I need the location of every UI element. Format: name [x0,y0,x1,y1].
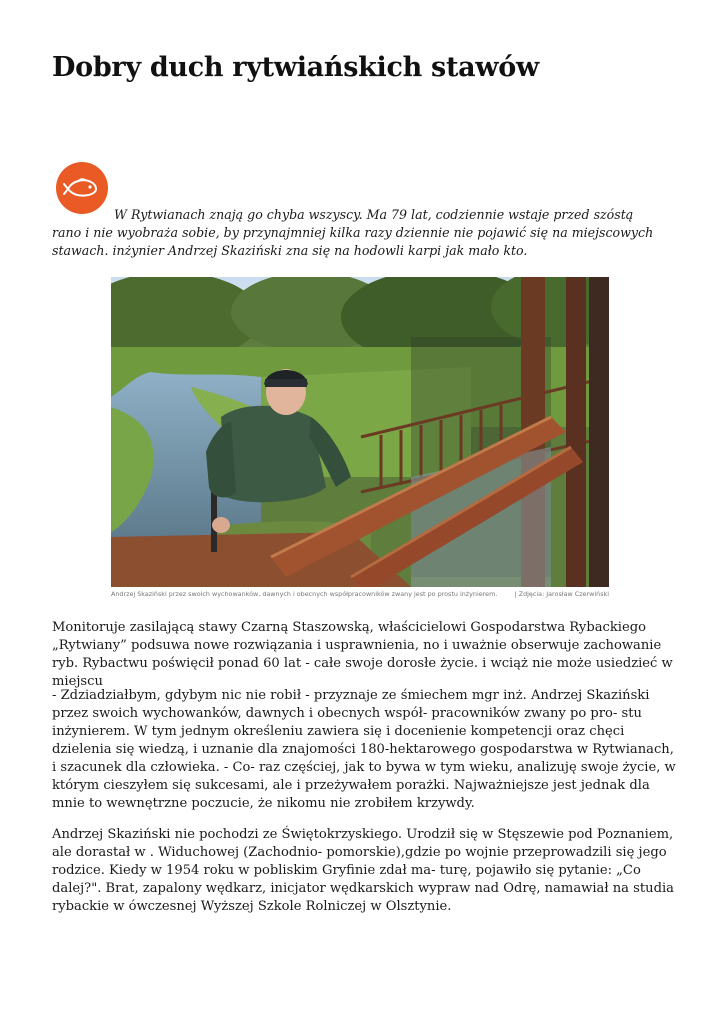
photo-caption-text: Andrzej Skaziński przez swoich wychowanków, dawnych i obecnych współpracowników zwany jest po prostu inżynierem. [111,590,498,598]
article-paragraph: - Zdziadziałbym, gdybym nic nie robił - przyznaje ze śmiechem mgr inż. Andrzej Skaziński przez swoich wychowanków, dawnych i obecnych współ- pracowników zwany po pro- stu inżynierem. W tym jednym określeniu zawiera się i docenienie kompetencji oraz chęci dzielenia się wiedzą, i uznanie dla znajomości 180-hektarowego gospodarstwa w Rytwianach, i szacunek dla człowieka. - Co- raz częściej, jak to bywa w tym wieku, analizuję swoje życie, w którym cieszyłem się sukcesami, ale i przeżywałem porażki. Najważniejsze jest jednak dla mnie to wewnętrzne poczucie, że nikomu nie zrobiłem krzywdy. [52,688,676,811]
article-paragraph: Monitoruje zasilającą stawy Czarną Staszowską, właścicielowi Gospodarstwa Rybackiego „Rytwiany” podsuwa nowe rozwiązania i usprawnienia, no i uważnie obserwuje zachowanie ryb. Rybactwu poświęcił ponad 60 lat - całe swoje dorosłe życie. i wciąż nie może usiedzieć w miejscu [52,620,673,689]
photo-caption [111,590,609,598]
article-lead [52,206,662,260]
photo-credit: | Zdjęcia: Jarosław Czerwiński [514,590,609,598]
article-paragraph: Andrzej Skaziński nie pochodzi ze Świętokrzyskiego. Urodził się w Stęszewie pod Poznaniem, ale dorastał w . Widuchowej (Zachodnio- pomorskie),gdzie po wojnie przeprowadzili się jego rodzice. Kiedy w 1954 roku w pobliskim Gryfinie zdał ma- turę, pojawiło się pytanie: „Co dalej?". Brat, zapalony wędkarz, inicjator wędkarskich wypraw nad Odrę, namawiał na studia rybackie w ówczesnej Wyższej Szkole Rolniczej w Olsztynie. [52,827,674,914]
article-title: Dobry duch rytwiańskich stawów [52,52,539,83]
lead-text: W Rytwianach znają go chyba wszyscy. Ma 79 lat, codziennie wstaje przed szóstą rano i nie wyobraża sobie, by przynajmniej kilka razy dziennie nie pojawić się na miejscowych stawach. inżynier Andrzej Skaziński zna się na hodowli karpi jak mało kto. [52,207,654,258]
article-photo [111,277,609,587]
